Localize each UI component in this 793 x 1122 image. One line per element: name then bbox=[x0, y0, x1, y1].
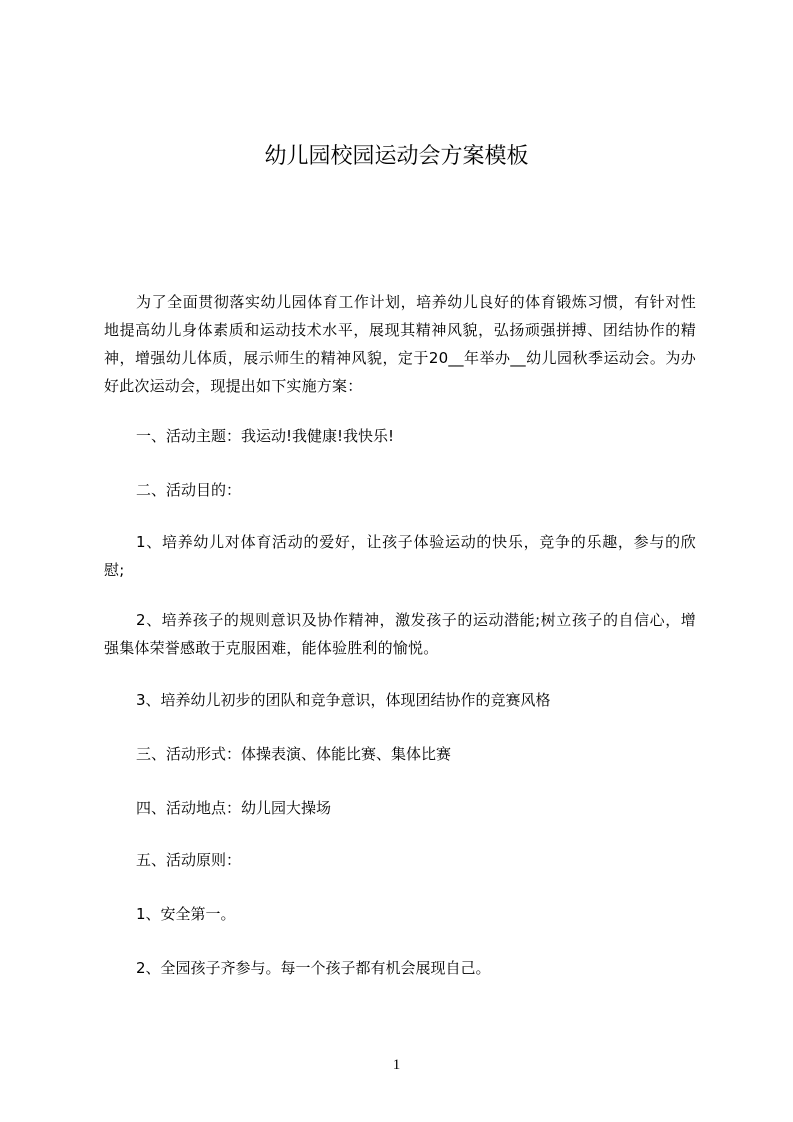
section-location: 四、活动地点：幼儿园大操场 bbox=[136, 799, 332, 817]
document-title: 幼儿园校园运动会方案模板 bbox=[264, 144, 529, 169]
goal-item-2: 2、培养孩子的规则意识及协作精神，激发孩子的运动潜能;树立孩子的自信心，增强集体荣誉感敢于克服困难，能体验胜利的愉悦。 bbox=[104, 611, 696, 657]
section-principles-heading: 五、活动原则： bbox=[136, 851, 242, 869]
section-goals-heading: 二、活动目的： bbox=[136, 481, 242, 499]
principle-item-2: 2、全园孩子齐参与。每一个孩子都有机会展现自己。 bbox=[136, 959, 491, 977]
goal-item-1: 1、培养幼儿对体育活动的爱好，让孩子体验运动的快乐，竞争的乐趣，参与的欣慰; bbox=[104, 533, 696, 579]
goal-item-3: 3、培养幼儿初步的团队和竞争意识，体现团结协作的竞赛风格 bbox=[136, 691, 551, 709]
section-format: 三、活动形式：体操表演、体能比赛、集体比赛 bbox=[136, 745, 452, 763]
section-theme: 一、活动主题：我运动!我健康!我快乐! bbox=[136, 427, 395, 445]
intro-paragraph: 为了全面贯彻落实幼儿园体育工作计划，培养幼儿良好的体育锻炼习惯，有针对性地提高幼儿身体素质和运动技术水平，展现其精神风貌，弘扬顽强拼搏、团结协作的精神，增强幼儿体质，展示师生的精神风貌，定于20__年举办__幼儿园秋季运动会。为办好此次运动会，现提出如下实施方案： bbox=[104, 293, 696, 395]
principle-item-1: 1、安全第一。 bbox=[136, 905, 236, 923]
page-number: 1 bbox=[392, 1057, 401, 1073]
